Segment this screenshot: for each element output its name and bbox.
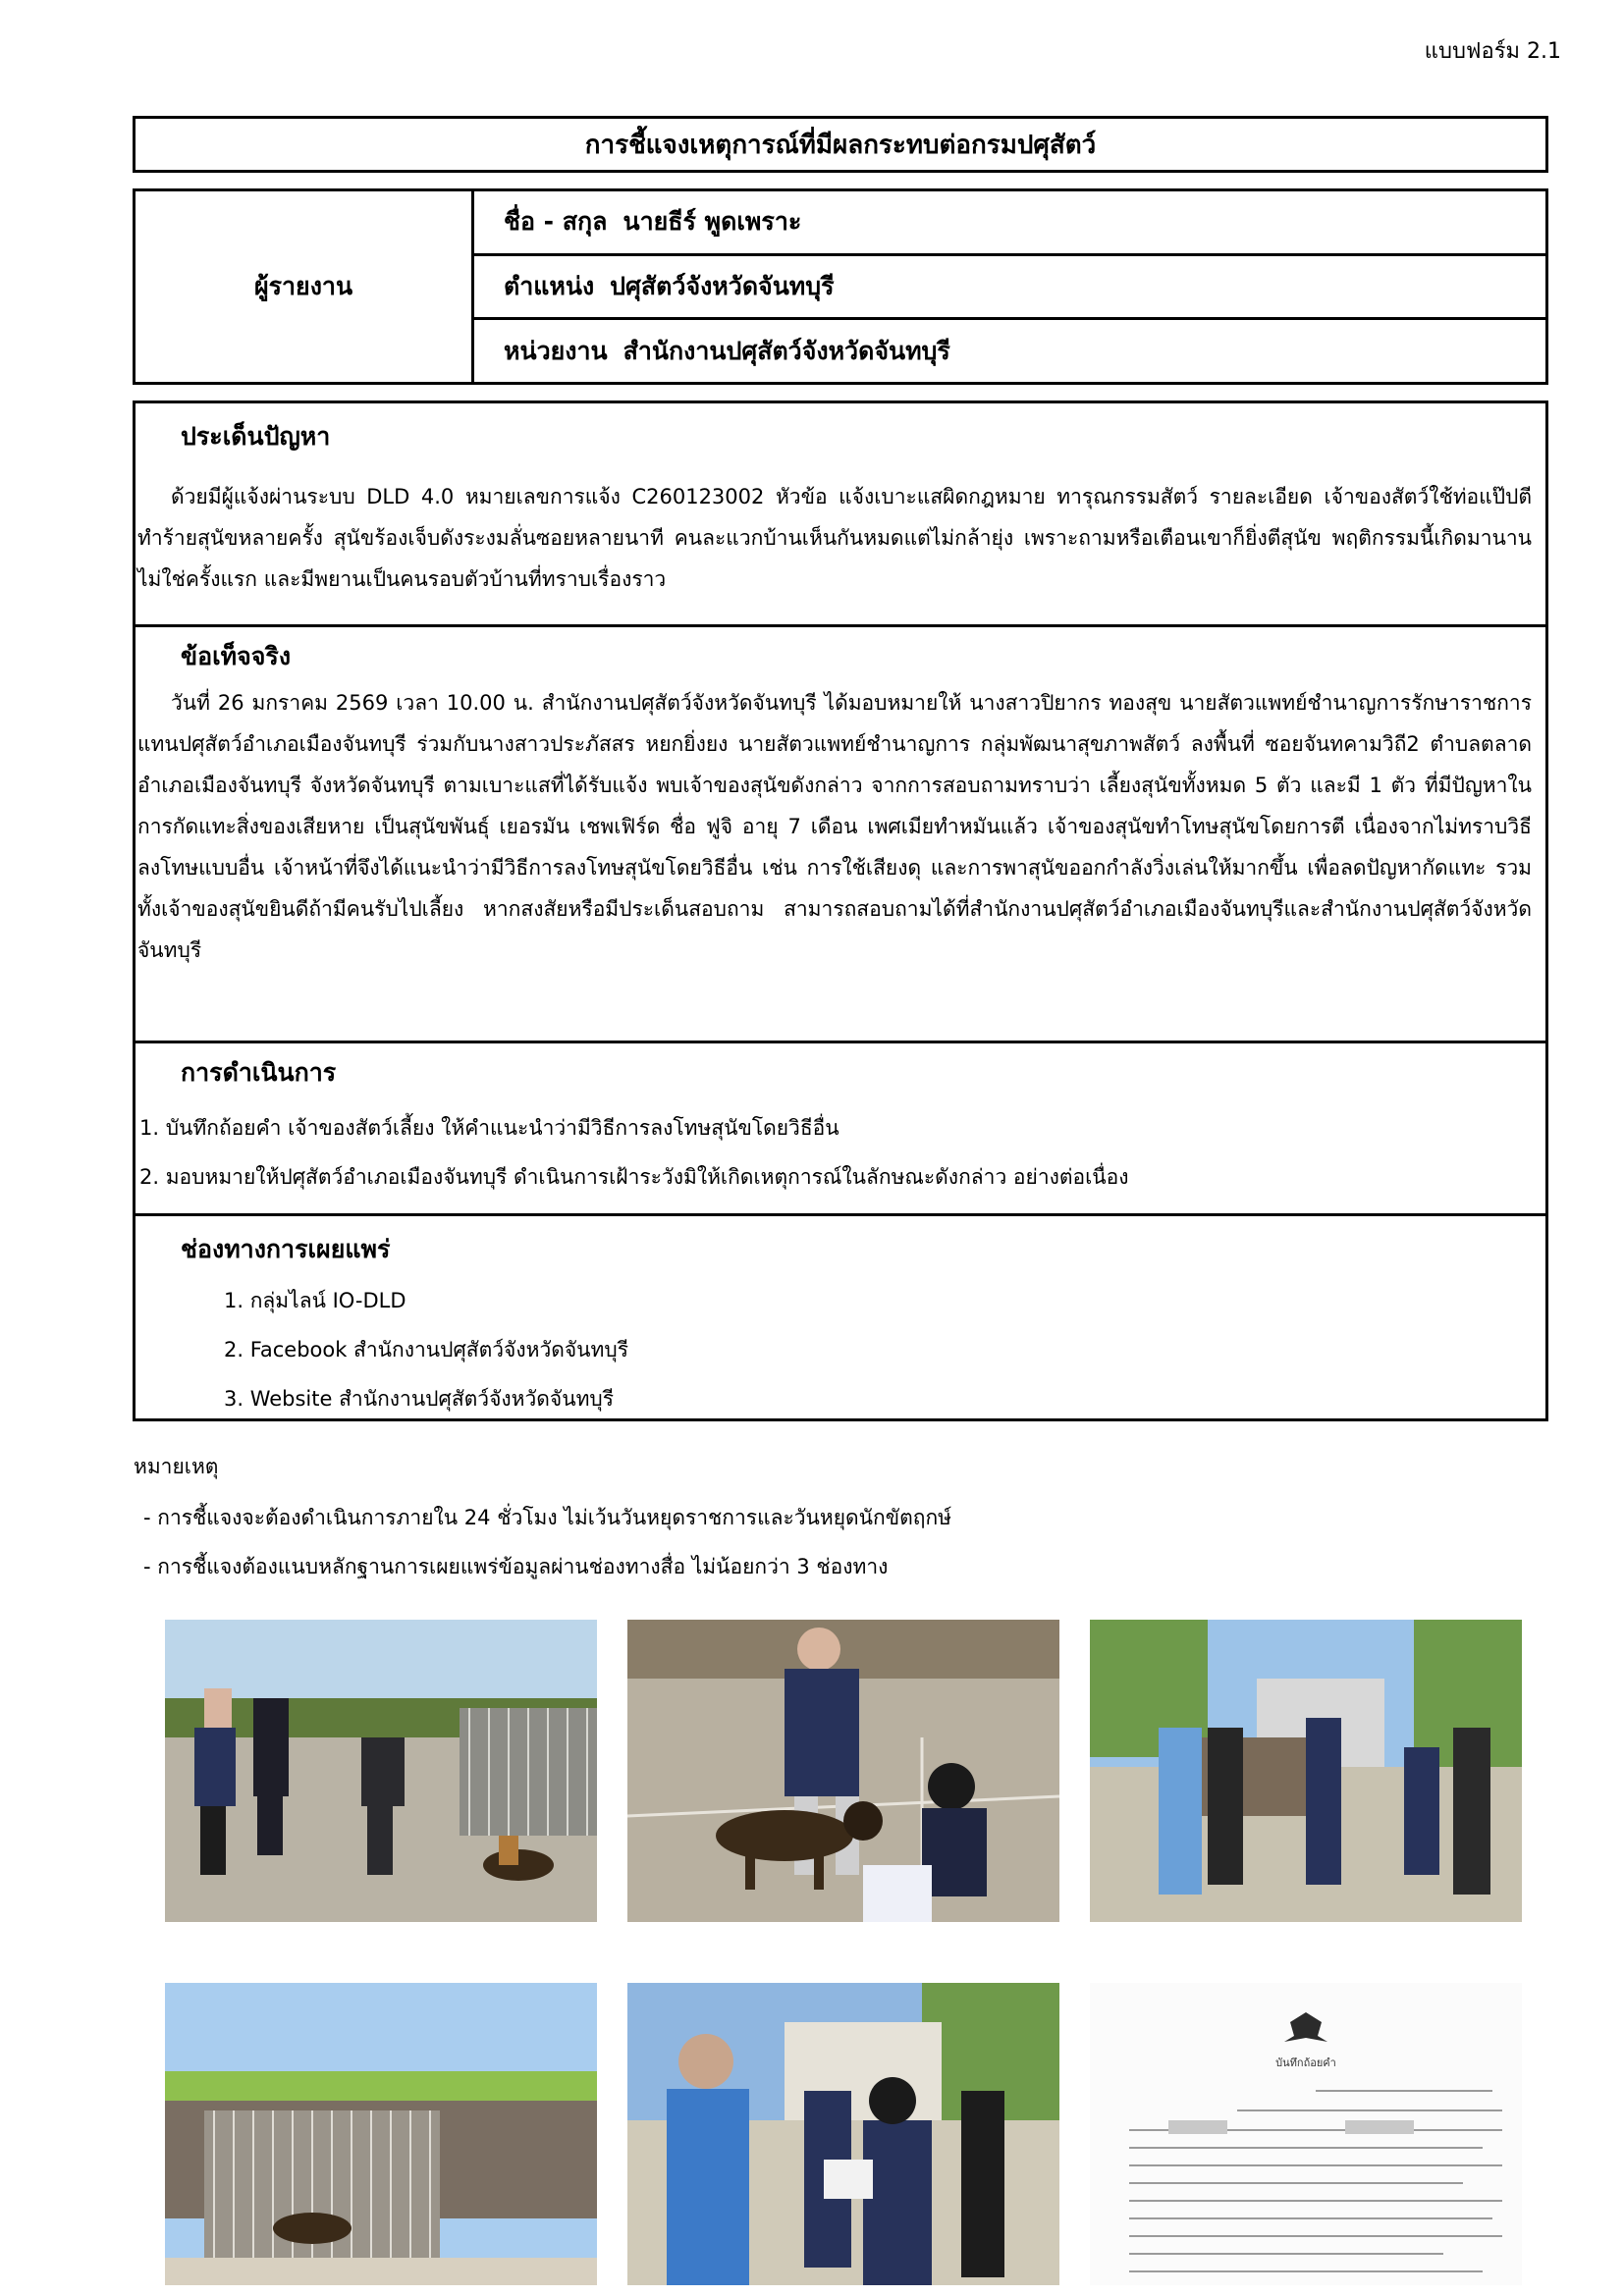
actions-heading: การดำเนินการ — [181, 1058, 337, 1087]
document-heading: บันทึกถ้อยคำ — [1275, 2056, 1336, 2069]
facts-section — [135, 627, 1545, 1043]
note-item: - การชี้แจงจะต้องดำเนินการภายใน 24 ชั่วโมง ไม่เว้นวันหยุดราชการและวันหยุดนักขัตฤกษ์ — [143, 1506, 952, 1529]
reporter-label: ผู้รายงาน — [135, 191, 474, 382]
channels-section — [135, 1216, 1545, 1418]
evidence-photo-owner-briefing — [627, 1983, 1059, 2285]
note-item: - การชี้แจงต้องแนบหลักฐานการเผยแพร่ข้อมูลผ่านช่องทางสื่อ ไม่น้อยกว่า 3 ช่องทาง — [143, 1555, 889, 1578]
action-item: 1. บันทึกถ้อยคำ เจ้าของสัตว์เลี้ยง ให้คำแนะนำว่ามีวิธีการลงโทษสุนัขโดยวิธีอื่น — [139, 1116, 839, 1140]
channel-item: 3. Website สำนักงานปศุสัตว์จังหวัดจันทบุรี — [224, 1387, 615, 1411]
evidence-photo-interview — [1090, 1620, 1522, 1922]
issue-section — [135, 403, 1545, 627]
page-title: การชี้แจงเหตุการณ์ที่มีผลกระทบต่อกรมปศุสัตว์ — [133, 116, 1548, 173]
facts-text: วันที่ 26 มกราคม 2569 เวลา 10.00 น. สำนักงานปศุสัตว์จังหวัดจันทบุรี ได้มอบหมายให้ นางสาวปิยากร ทองสุข นายสัตวแพทย์ชำนาญการรักษาราชการแทนปศุสัตว์อำเภอเมืองจันทบุรี ร่วมกับนางสาวประภัสสร หยกยิ่งยง นายสัตวแพทย์ชำนาญการ กลุ่มพัฒนาสุขภาพสัตว์ ลงพื้นที่ ซอยจันทคามวิถี2 ตำบลตลาด อำเภอเมืองจันทบุรี จังหวัดจันทบุรี ตามเบาะแสที่ได้รับแจ้ง พบเจ้าของสุนัขดังกล่าว จากการสอบถามทราบว่า เลี้ยงสุนัขทั้งหมด 5 ตัว และมี 1 ตัว ที่มีปัญหาในการกัดแทะสิ่งของเสียหาย เป็นสุนัขพันธุ์ เยอรมัน เชพเฟิร์ด ชื่อ ฟูจิ อายุ 7 เดือน เพศเมียทำหมันแล้ว เจ้าของสุนัขทำโทษสุนัขโดยการตี เนื่องจากไม่ทราบวิธีลงโทษแบบอื่น เจ้าหน้าที่จึงได้แนะนำว่ามีวิธีการลงโทษสุนัขโดยวิธีอื่น เช่น การใช้เสียงดุ และการพาสุนัขออกกำลังวิ่งเล่นให้มากขึ้น เพื่อลดปัญหากัดแทะ รวมทั้งเจ้าของสุนัขยินดีถ้ามีคนรับไปเลี้ยง หากสงสัยหรือมีประเด็นสอบถาม สามารถสอบถามได้ที่สำนักงานปศุสัตว์อำเภอเมืองจันทบุรีและสำนักงานปศุสัตว์จังหวัดจันทบุรี — [137, 691, 1532, 962]
evidence-photo-dog-check — [627, 1620, 1059, 1922]
reporter-agency: สำนักงานปศุสัตว์จังหวัดจันทบุรี — [623, 336, 950, 365]
channel-item: 2. Facebook สำนักงานปศุสัตว์จังหวัดจันทบุรี — [224, 1338, 628, 1362]
name-label: ชื่อ - สกุล — [504, 207, 608, 237]
actions-section — [135, 1043, 1545, 1216]
content-table — [133, 400, 1548, 1421]
position-label: ตำแหน่ง — [504, 272, 595, 300]
reporter-agency-row — [474, 320, 1545, 382]
issue-text: ด้วยมีผู้แจ้งผ่านระบบ DLD 4.0 หมายเลขการแจ้ง C260123002 หัวข้อ แจ้งเบาะแสผิดกฎหมาย ทารุณกรรมสัตว์ รายละเอียด เจ้าของสัตว์ใช้ท่อแป๊ปตีทำร้ายสุนัขหลายครั้ง สุนัขร้องเจ็บดังระงมลั่นซอยหลายนาที คนละแวกบ้านเห็นกันหมดแต่ไม่กล้ายุ่ง เพราะถามหรือเตือนเขาก็ยิ่งตีสุนัข พฤติกรรมนี้เกิดมานานไม่ใช่ครั้งแรก และมีพยานเป็นคนรอบตัวบ้านที่ทราบเรื่องราว — [137, 485, 1532, 591]
notes-heading: หมายเหตุ — [134, 1455, 219, 1478]
form-number: แบบฟอร์ม 2.1 — [1424, 39, 1561, 64]
channel-item: 1. กลุ่มไลน์ IO-DLD — [224, 1289, 406, 1312]
reporter-position-row — [474, 256, 1545, 321]
reporter-position: ปศุสัตว์จังหวัดจันทบุรี — [610, 272, 835, 300]
reporter-name-row — [474, 191, 1545, 256]
reporter-table — [133, 188, 1548, 385]
evidence-photo-statement-document — [1090, 1983, 1522, 2285]
evidence-photo-dog-cage — [165, 1983, 597, 2285]
reporter-name: นายธีร์ พูดเพราะ — [623, 207, 802, 237]
channels-heading: ช่องทางการเผยแพร่ — [181, 1235, 391, 1263]
issue-heading: ประเด็นปัญหา — [181, 422, 331, 451]
facts-heading: ข้อเท็จจริง — [181, 642, 292, 670]
evidence-photo-kennel-visit — [165, 1620, 597, 1922]
agency-label: หน่วยงาน — [504, 336, 608, 365]
action-item: 2. มอบหมายให้ปศุสัตว์อำเภอเมืองจันทบุรี ดำเนินการเฝ้าระวังมิให้เกิดเหตุการณ์ในลักษณะดังกล่าว อย่างต่อเนื่อง — [139, 1165, 1129, 1189]
